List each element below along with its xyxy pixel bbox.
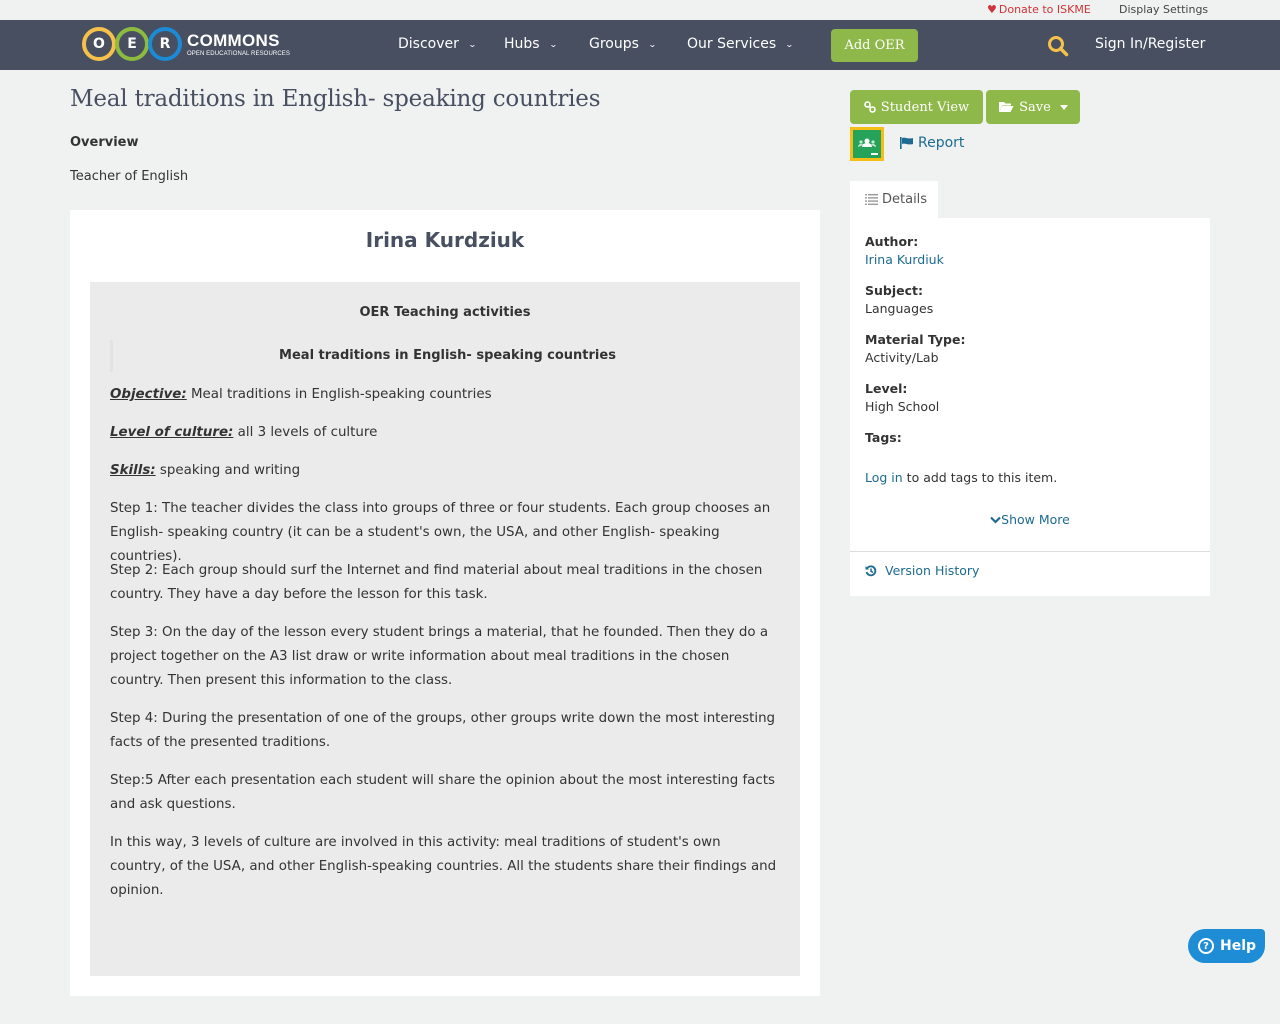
main-navbar	[0, 20, 1280, 70]
logo-letter-e: E	[115, 27, 149, 61]
save-button[interactable]	[986, 90, 1080, 124]
show-more-label: Show More	[1001, 512, 1070, 527]
logo-tagline: OPEN EDUCATIONAL RESOURCES	[187, 50, 290, 57]
list-icon	[865, 194, 878, 205]
nav-discover[interactable]	[398, 36, 476, 52]
nav-our-services-label: Our Services	[687, 36, 777, 52]
version-history-link[interactable]	[865, 563, 979, 578]
caret-down-icon	[1060, 105, 1068, 110]
tags-login-message	[865, 470, 1057, 485]
divider	[850, 551, 1210, 552]
objective-value: Meal traditions in English-speaking countries	[186, 387, 492, 402]
version-history-label: Version History	[885, 563, 980, 578]
sign-in-register-link[interactable]: Sign In/Register	[1095, 36, 1206, 52]
google-classroom-share-button[interactable]	[850, 127, 884, 161]
level-of-culture-label: Level of culture:	[110, 425, 234, 440]
google-classroom-icon	[853, 130, 881, 158]
login-link[interactable]: Log in	[865, 470, 903, 485]
student-view-label: Student View	[880, 99, 970, 115]
chevron-down-icon: ⌄	[785, 39, 794, 49]
material-type-value: Activity/Lab	[865, 350, 939, 365]
objective-label: Objective:	[110, 387, 187, 402]
flag-icon	[900, 137, 914, 149]
level-label: Level:	[865, 381, 908, 396]
author-heading: Irina Kurdziuk	[365, 228, 525, 252]
add-oer-button[interactable]: Add OER	[831, 29, 918, 62]
nav-hubs[interactable]	[504, 36, 556, 52]
login-suffix: to add tags to this item.	[902, 470, 1058, 485]
report-label: Report	[918, 135, 965, 151]
step-5: Step:5 After each presentation each student will share the opinion about the most interesting facts and ask questions.	[110, 773, 775, 812]
details-panel	[850, 218, 1210, 596]
author-link[interactable]: Irina Kurdiuk	[865, 252, 944, 267]
question-circle-icon: ?	[1198, 938, 1214, 954]
author-label: Author:	[865, 234, 919, 249]
logo-letter-r: R	[148, 27, 182, 61]
step-2: Step 2: Each group should surf the Internet and find material about meal traditions in the chosen country. They have a day before the lesson for this task.	[110, 563, 763, 602]
resource-content-card	[70, 210, 820, 996]
student-view-button[interactable]	[850, 90, 983, 124]
skills-label: Skills:	[110, 463, 156, 478]
logo-wordmark-text: COMMONS	[187, 30, 280, 50]
history-icon	[865, 565, 877, 577]
chevron-down-icon	[990, 516, 1001, 524]
level-value: High School	[865, 399, 940, 414]
save-label: Save	[1019, 99, 1051, 115]
donate-link[interactable]	[987, 3, 1091, 16]
step-3: Step 3: On the day of the lesson every student brings a material, that he founded. Then they do a project together on the A3 list draw or write information about meal traditions in the chosen country. Then present this information to the class.	[110, 625, 769, 688]
donate-label: Donate to ISKME	[998, 3, 1091, 16]
section-title: OER Teaching activities	[359, 305, 531, 320]
tab-details[interactable]	[850, 181, 938, 218]
help-label: Help	[1220, 938, 1257, 954]
level-of-culture-value: all 3 levels of culture	[233, 425, 378, 440]
report-link[interactable]	[900, 135, 964, 151]
nav-groups-label: Groups	[589, 36, 639, 52]
level-of-culture-field	[110, 421, 780, 445]
nav-discover-label: Discover	[398, 36, 459, 52]
help-button[interactable]	[1188, 929, 1265, 963]
step-1: Step 1: The teacher divides the class into groups of three or four students. Each group chooses an English- speaking country (it can be a student's own, the USA, and other English- speaking countries).	[110, 501, 771, 564]
overview-text: Teacher of English	[70, 169, 189, 184]
sub-title: Meal traditions in English- speaking countries	[279, 348, 616, 363]
skills-value: speaking and writing	[155, 463, 301, 478]
chevron-down-icon: ⌄	[467, 39, 477, 49]
objective-field	[110, 383, 780, 407]
folder-open-icon	[998, 101, 1014, 113]
show-more-button[interactable]	[850, 512, 1210, 527]
material-type-label: Material Type:	[865, 332, 966, 347]
resource-body	[90, 282, 800, 976]
tags-label: Tags:	[865, 430, 902, 445]
link-icon	[864, 101, 876, 113]
logo-wordmark	[187, 32, 290, 57]
page-title: Meal traditions in English- speaking countries	[70, 86, 601, 112]
chevron-down-icon: ⌄	[647, 39, 657, 49]
oer-commons-logo[interactable]	[82, 26, 290, 62]
nav-groups[interactable]	[589, 36, 656, 52]
chevron-down-icon: ⌄	[548, 39, 558, 49]
logo-letter-o: O	[82, 27, 116, 61]
conclusion: In this way, 3 levels of culture are involved in this activity: meal traditions of student's own country, of the USA, and other English-speaking countries. All the students share their findings and opinion.	[110, 835, 777, 898]
overview-label: Overview	[70, 135, 139, 150]
skills-field	[110, 459, 780, 483]
search-icon[interactable]	[1047, 35, 1069, 57]
step-4: Step 4: During the presentation of one of the groups, other groups write down the most interesting facts of the presented traditions.	[110, 711, 776, 750]
subject-label: Subject:	[865, 283, 923, 298]
utility-bar	[0, 0, 1280, 20]
nav-hubs-label: Hubs	[504, 36, 540, 52]
display-settings-link[interactable]: Display Settings	[1119, 3, 1209, 16]
heart-icon: ♥	[987, 3, 997, 16]
tab-details-label: Details	[882, 192, 928, 207]
subject-value: Languages	[865, 301, 934, 316]
nav-our-services[interactable]	[687, 36, 793, 52]
